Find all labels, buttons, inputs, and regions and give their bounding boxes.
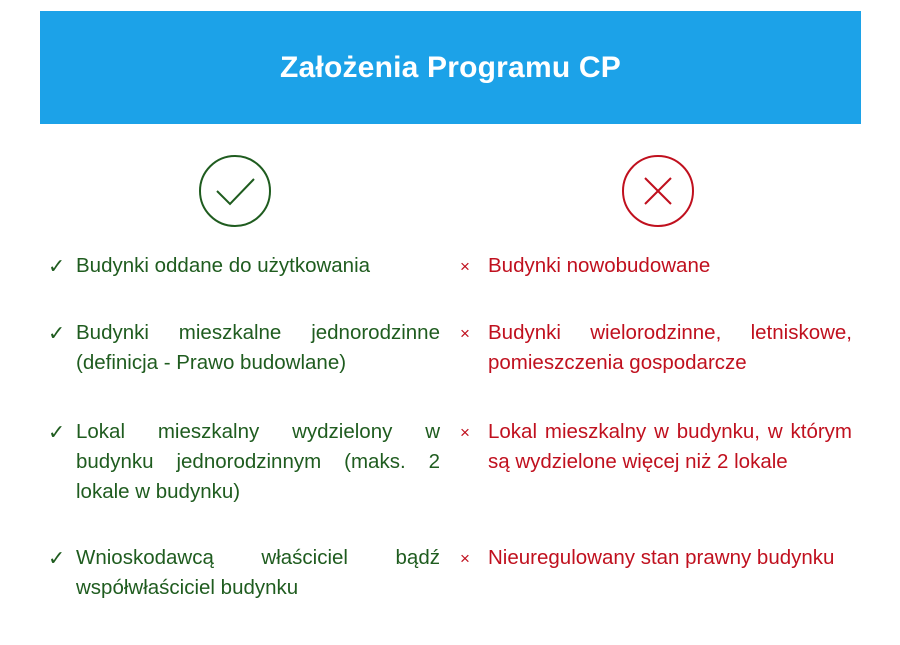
multiplication-x-icon: × (460, 257, 470, 276)
excluded-item-text: Budynki wielorodzinne, letniskowe, pomieszczenia gospodarcze (488, 321, 852, 374)
list-item (458, 543, 852, 574)
checkmark-icon: ✓ (48, 547, 66, 570)
multiplication-x-icon: × (460, 423, 470, 442)
multiplication-x-icon: × (460, 549, 470, 568)
allowed-item-text: Wnioskodawcą właściciel bądź współwłaściciel budynku (76, 546, 440, 599)
excluded-item-text: Lokal mieszkalny w budynku, w którym są wydzielone więcej niż 2 lokale (488, 420, 852, 473)
checkmark-icon: ✓ (48, 255, 66, 278)
title-banner (40, 11, 861, 124)
list-item (458, 251, 852, 282)
check-circle-icon (198, 154, 272, 228)
x-circle-icon (621, 154, 695, 228)
list-item (48, 417, 440, 507)
excluded-item-text: Nieuregulowany stan prawny budynku (488, 546, 835, 569)
checkmark-icon: ✓ (48, 421, 66, 444)
multiplication-x-icon: × (460, 324, 470, 343)
list-item (48, 251, 440, 282)
allowed-item-text: Lokal mieszkalny wydzielony w budynku jednorodzinnym (maks. 2 lokale w budynku) (76, 420, 440, 503)
list-item (458, 417, 852, 477)
checkmark-icon: ✓ (48, 322, 66, 345)
list-item (48, 543, 440, 603)
allowed-item-text: Budynki oddane do użytkowania (76, 254, 371, 277)
list-item (458, 318, 852, 378)
excluded-item-text: Budynki nowobudowane (488, 254, 711, 277)
page-title: Założenia Programu CP (280, 50, 621, 84)
allowed-item-text: Budynki mieszkalne jednorodzinne (definicja - Prawo budowlane) (76, 321, 440, 374)
list-item (48, 318, 440, 378)
